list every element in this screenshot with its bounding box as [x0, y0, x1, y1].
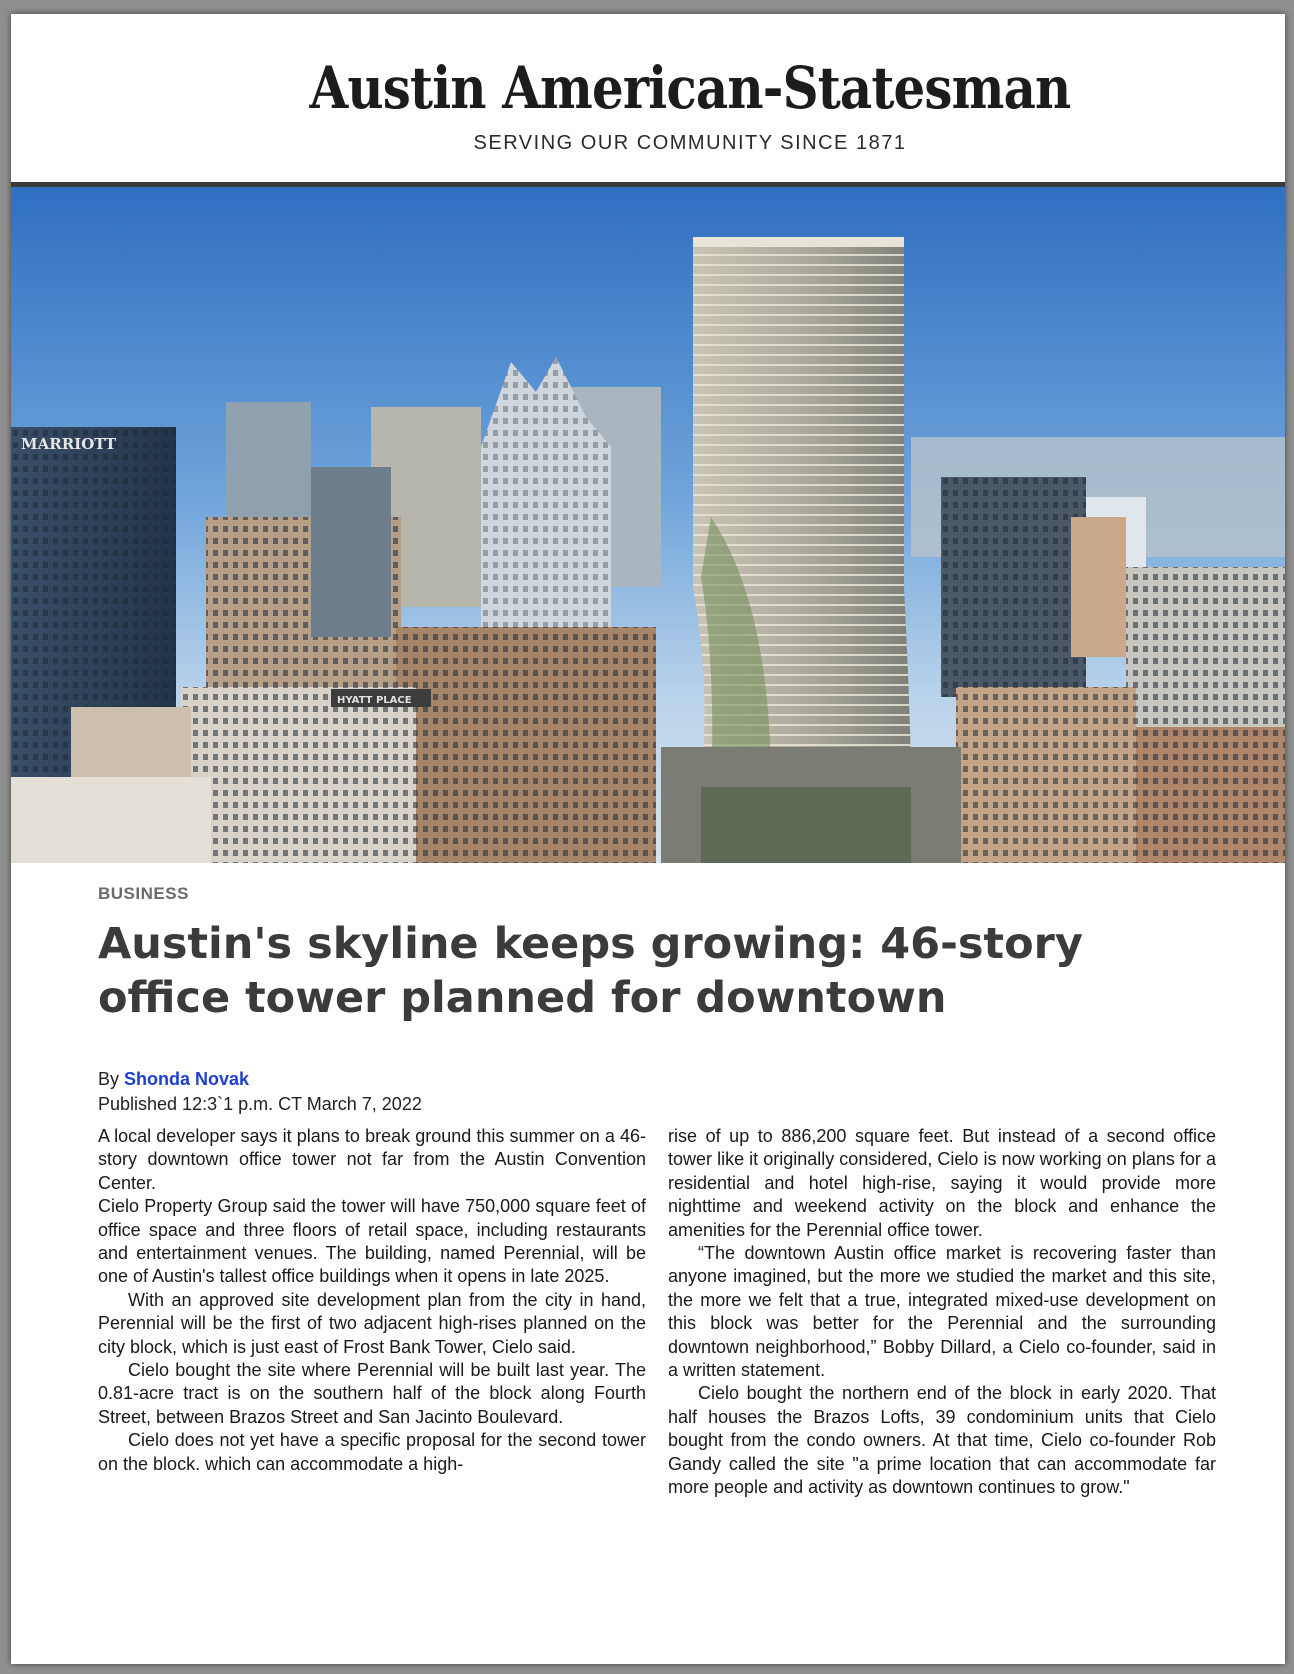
masthead [11, 14, 1285, 179]
paragraph: “The downtown Austin office market is recovering faster than anyone imagined, but the more we studied the market and this site, the more we felt that a true, integrated mixed-use development on this block was better for the Perennial and the surrounding downtown neighborhood,” Bobby Dillard, a Cielo co-founder, said in a written statement. [668, 1243, 1216, 1381]
byline [98, 1069, 249, 1090]
byline-prefix: By [98, 1069, 125, 1089]
paragraph: With an approved site development plan from the city in hand, Perennial will be the first of two adjacent high-rises planned on the city block, which is just east of Frost Bank Tower, Cielo said. [98, 1289, 646, 1357]
marriott-sign: MARRIOTT [21, 435, 117, 453]
newspaper-tagline: SERVING OUR COMMUNITY SINCE 1871 [473, 132, 907, 154]
paragraph: A local developer says it plans to break ground this summer on a 46-story downtown office tower not far from the Austin Convention Center. [98, 1126, 646, 1193]
skyline-photo [11, 187, 1285, 863]
author-link[interactable]: Shonda Novak [124, 1069, 250, 1089]
published-date: Published 12:3`1 p.m. CT March 7, 2022 [98, 1094, 422, 1114]
paragraph: Cielo bought the site where Perennial will be built last year. The 0.81-acre tract is on the southern half of the block along Fourth Street, between Brazos Street and San Jacinto Boulevard. [98, 1360, 646, 1427]
hyatt-place-sign: HYATT PLACE [337, 695, 412, 706]
newspaper-page [11, 14, 1285, 1664]
article-column-left [98, 1125, 646, 1476]
paragraph: rise of up to 886,200 square feet. But instead of a second office tower like it originally considered, Cielo is now working on plans for a residential and hotel high-rise, saying it would provide more nighttime and weekend activity on the block and enhance the amenities for the Perennial office tower. [668, 1126, 1216, 1240]
paragraph: Cielo bought the northern end of the block in early 2020. That half houses the Brazos Lofts, 39 condominium units that Cielo bought from the condo owners. At that time, Cielo co-founder Rob Gandy called the site "a prime location that can accommodate far more people and activity as downtown continues to grow." [668, 1383, 1216, 1498]
paragraph: Cielo does not yet have a specific proposal for the second tower on the block. which can accommodate a high- [98, 1430, 646, 1474]
article-headline: Austin's skyline keeps growing: 46-story office tower planned for downtown [98, 919, 1083, 1023]
paragraph: Cielo Property Group said the tower will have 750,000 square feet of office space and three floors of retail space, including restaurants and entertainment venues. The building, named Perennial, will be one of Austin's tallest office buildings when it opens in late 2025. [98, 1196, 646, 1287]
newspaper-title: Austin American-Statesman [309, 54, 1071, 122]
section-label: BUSINESS [98, 884, 189, 903]
article-column-right [668, 1125, 1216, 1500]
